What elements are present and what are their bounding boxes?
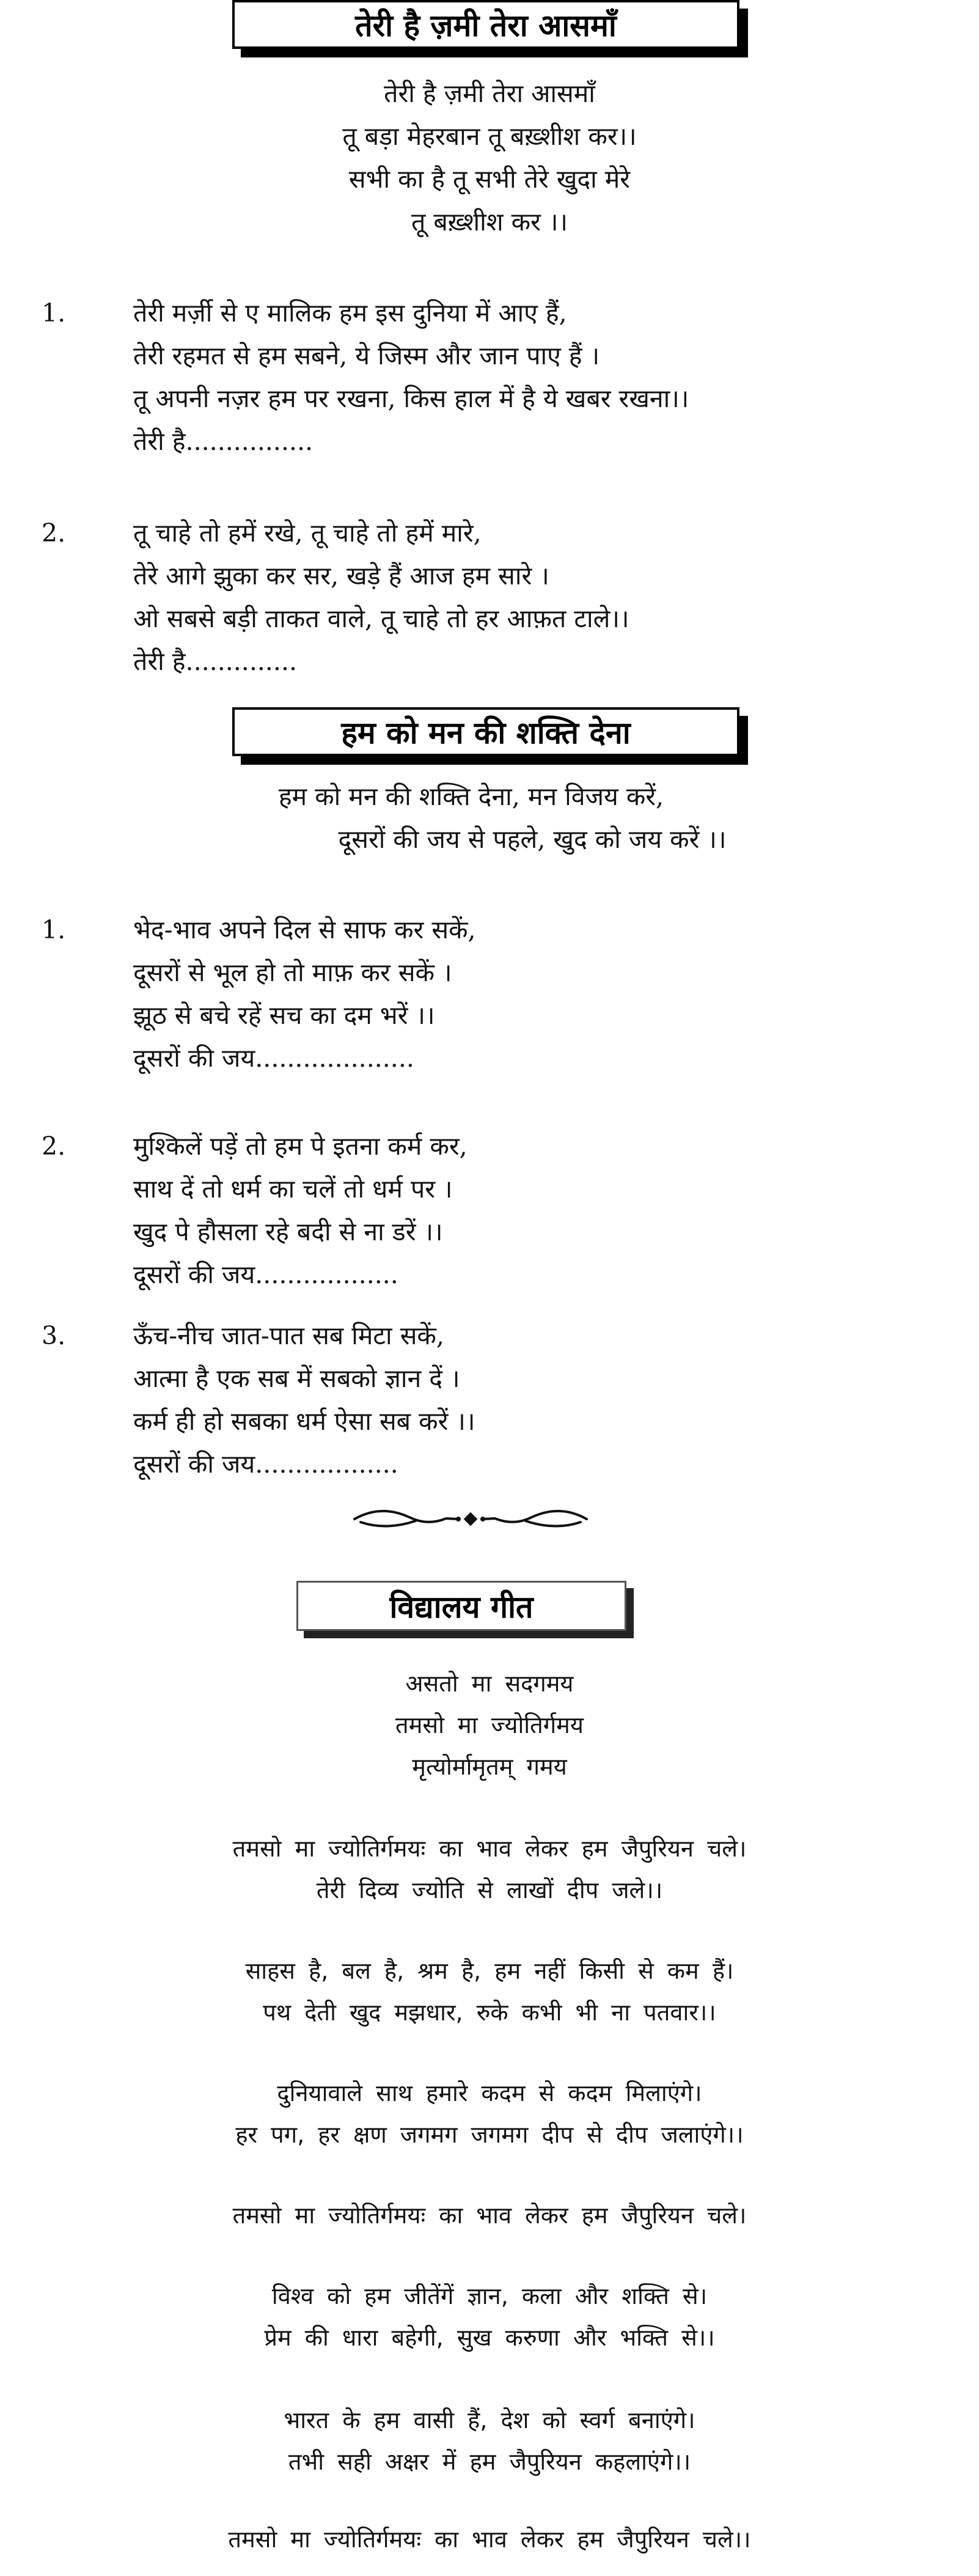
song3-title-box: [296, 1581, 626, 1631]
stanza-line: तमसो मा ज्योतिर्गमयः का भाव लेकर हम जैपुरियन चले।।: [228, 2526, 751, 2553]
song3-stanza-3: [0, 2072, 979, 2155]
stanza-line: प्रेम की धारा बहेगी, सुख करुणा और भक्ति से।।: [264, 2324, 715, 2351]
song2-verse-1: [133, 908, 476, 1080]
song2-verse-2: [133, 1125, 468, 1296]
song2-verse-3: [133, 1314, 475, 1485]
verse-line: ओ सबसे बड़ी ताकत वाले, तू चाहे तो हर आफ़त टाले।।: [133, 604, 629, 633]
stanza-line: भारत के हम वासी हैं, देश को स्वर्ग बनाएंगे।: [284, 2407, 695, 2434]
mantra-line: तमसो मा ज्योतिर्गमय: [395, 1712, 584, 1739]
chorus-line: तेरी है ज़मी तेरा आसमाँ: [384, 79, 595, 108]
verse-line: दूसरों की जय..................: [133, 1449, 398, 1479]
verse-line: झूठ से बचे रहें सच का दम भरें ।।: [133, 1001, 435, 1030]
verse-line: तेरे आगे झुका कर सर, खड़े हैं आज हम सारे ।: [133, 561, 549, 591]
song3-refrain-final: [0, 2519, 979, 2560]
verse-line: तेरी है................: [133, 427, 314, 456]
verse-line: तेरी मर्ज़ी से ए मालिक हम इस दुनिया में आए हैं,: [133, 298, 567, 328]
chorus-line: दूसरों की जय से पहले, खुद को जय करें ।।: [338, 825, 727, 854]
verse-line: भेद-भाव अपने दिल से साफ कर सकें,: [133, 915, 476, 944]
verse-number: 2.: [42, 518, 66, 548]
stanza-line: तभी सही अक्षर में हम जैपुरियन कहलाएंगे।।: [288, 2448, 691, 2475]
song3-stanza-2: [0, 1950, 979, 2033]
stanza-line: तेरी दिव्य ज्योति से लाखों दीप जले।।: [316, 1877, 663, 1904]
verse-line: ऊँच-नीच जात-पात सब मिटा सकें,: [133, 1321, 444, 1350]
song1-title: तेरी है ज़मी तेरा आसमाँ: [355, 8, 617, 43]
stanza-line: विश्व को हम जीतेंगें ज्ञान, कला और शक्ति से।: [271, 2283, 708, 2309]
song1-verse-2: [133, 512, 629, 683]
decorative-divider-icon: [348, 1504, 593, 1534]
stanza-line: पथ देती खुद मझधार, रुके कभी भी ना पतवार।।: [263, 1999, 716, 2026]
verse-line: कर्म ही हो सबका धर्म ऐसा सब करें ।।: [133, 1407, 475, 1436]
verse-line: दूसरों की जय....................: [133, 1043, 414, 1073]
song1-verse-1: [133, 292, 689, 463]
chorus-line: तू बख़्शीश कर ।।: [411, 207, 568, 237]
stanza-line: तमसो मा ज्योतिर्गमयः का भाव लेकर हम जैपुरियन चले।: [232, 2202, 747, 2229]
stanza-line: दुनियावाले साथ हमारे कदम से कदम मिलाएंगे।: [277, 2080, 702, 2107]
song3-stanza-5: [0, 2399, 979, 2482]
mantra-line: असतो मा सदगमय: [405, 1670, 574, 1697]
stanza-line: तमसो मा ज्योतिर्गमयः का भाव लेकर हम जैपुरियन चले।: [232, 1835, 747, 1862]
verse-line: तू अपनी नज़र हम पर रखना, किस हाल में है ये खबर रखना।।: [133, 384, 689, 413]
stanza-line: हर पग, हर क्षण जगमग जगमग दीप से दीप जलाएंगे।।: [235, 2121, 744, 2148]
verse-line: आत्मा है एक सब में सबको ज्ञान दें ।: [133, 1364, 460, 1393]
verse-line: मुश्किलें पड़ें तो हम पे इतना कर्म कर,: [133, 1132, 468, 1161]
song3-mantra: [0, 1663, 979, 1787]
song2-title-box: [232, 707, 739, 756]
verse-line: तेरी रहमत से हम सबने, ये जिस्म और जान पाए हैं ।: [133, 341, 600, 370]
chorus-line: सभी का है तू सभी तेरे खुदा मेरे: [348, 164, 631, 194]
verse-line: तेरी है..............: [133, 647, 298, 676]
verse-line: साथ दें तो धर्म का चलें तो धर्म पर ।: [133, 1174, 453, 1204]
song1-title-box: [232, 0, 739, 49]
song3-title: विद्यालय गीत: [389, 1589, 534, 1625]
song1-chorus: [0, 72, 979, 243]
stanza-line: साहस है, बल है, श्रम है, हम नहीं किसी से कम हैं।: [245, 1957, 734, 1984]
song3-stanza-1: [0, 1828, 979, 1911]
verse-number: 3.: [42, 1321, 66, 1350]
verse-number: 1.: [42, 298, 66, 328]
verse-line: खुद पे हौसला रहे बदी से ना डरें ।।: [133, 1217, 443, 1246]
verse-line: दूसरों से भूल हो तो माफ़ कर सकें ।: [133, 958, 452, 987]
chorus-line: हम को मन की शक्ति देना, मन विजय करें,: [278, 782, 664, 811]
song3-refrain-1: [0, 2195, 979, 2236]
verse-line: तू चाहे तो हमें रखे, तू चाहे तो हमें मारे,: [133, 518, 482, 548]
mantra-line: मृत्योर्मामृतम् गमय: [412, 1753, 567, 1780]
song2-chorus: [0, 775, 979, 861]
song3-stanza-4: [0, 2275, 979, 2358]
song2-title: हम को मन की शक्ति देना: [341, 715, 631, 751]
verse-number: 1.: [42, 915, 66, 944]
verse-number: 2.: [42, 1132, 66, 1161]
verse-line: दूसरों की जय..................: [133, 1260, 398, 1289]
chorus-line: तू बड़ा मेहरबान तू बख़्शीश कर।।: [342, 122, 637, 151]
